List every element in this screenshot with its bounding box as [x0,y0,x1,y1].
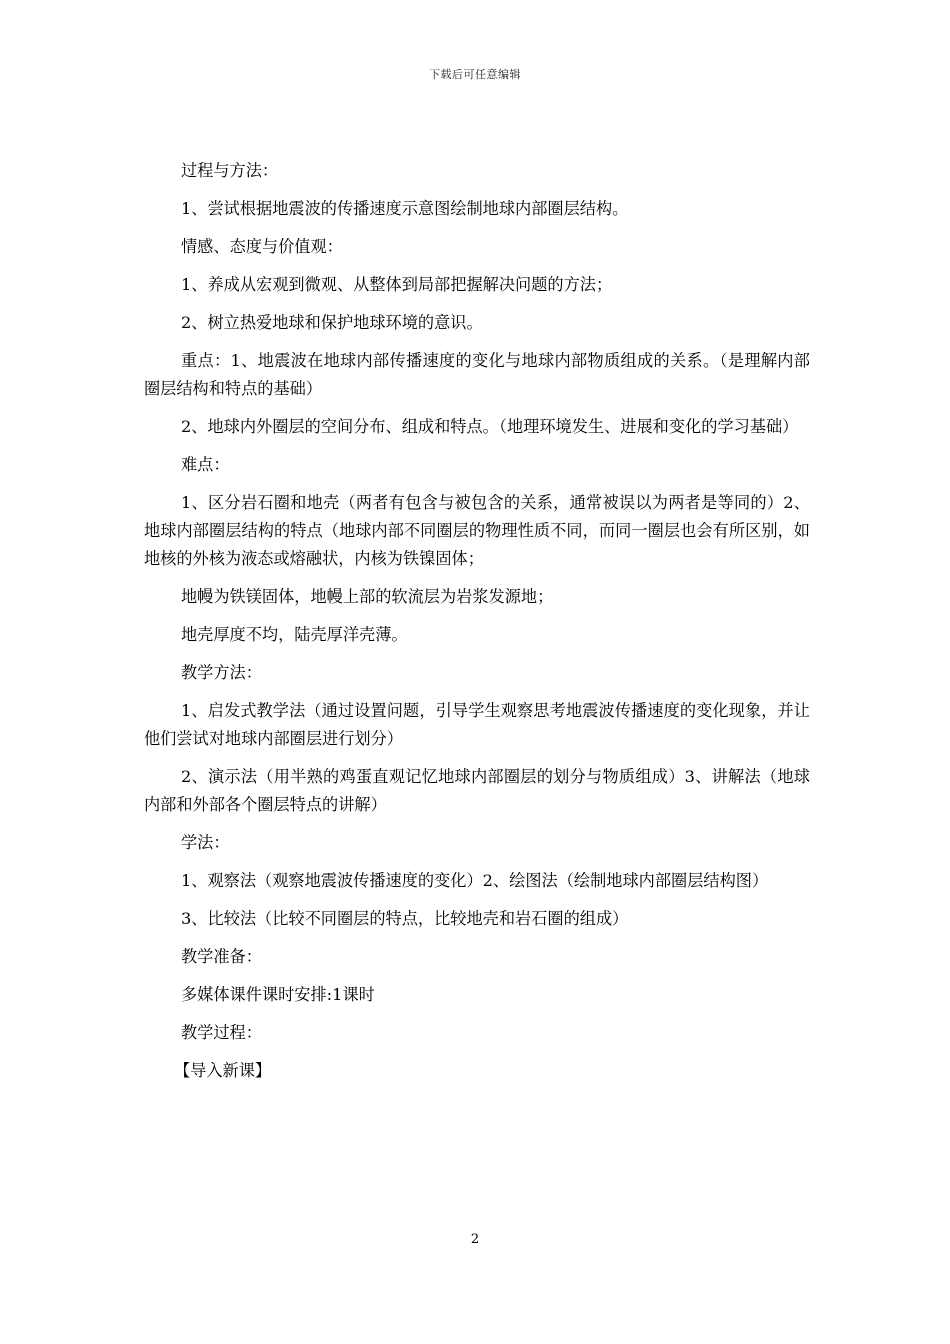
paragraph-process-heading: 教学过程： [181,1023,262,1042]
page-number: 2 [470,1232,480,1247]
paragraph-key-point-2: 2、地球内外圈层的空间分布、组成和特点。（地理环境发生、进展和变化的学习基础） [181,417,799,436]
paragraph-attitude-heading: 情感、态度与价值观： [181,237,343,256]
paragraph-learning-methods-heading: 学法： [181,833,230,852]
paragraph-mantle-note: 地幔为铁镁固体，地幔上部的软流层为岩浆发源地； [181,587,554,606]
paragraph-process-item-1: 1、尝试根据地震波的传播速度示意图绘制地球内部圈层结构。 [181,199,629,218]
paragraph-teaching-method-2-3: 2、演示法（用半熟的鸡蛋直观记忆地球内部圈层的划分与物质组成）3、讲解法（地球内部和外部各个圈层特点的讲解） [144,767,810,814]
paragraph-teaching-methods-heading: 教学方法： [181,663,262,682]
paragraph-difficulty-heading: 难点： [181,455,230,474]
paragraph-preparation-detail: 多媒体课件课时安排:1课时 [181,985,375,1004]
paragraph-key-point-1: 重点：1、地震波在地球内部传播速度的变化与地球内部物质组成的关系。（是理解内部圈层结构和特点的基础） [144,351,810,398]
paragraph-attitude-item-2: 2、树立热爱地球和保护地球环境的意识。 [181,313,483,332]
paragraph-attitude-item-1: 1、养成从宏观到微观、从整体到局部把握解决问题的方法； [181,275,613,294]
paragraph-process-methods-heading: 过程与方法： [181,161,279,180]
page-header-note: 下载后可任意编辑 [429,68,521,81]
paragraph-teaching-method-1: 1、启发式教学法（通过设置问题，引导学生观察思考地震波传播速度的变化现象，并让他们尝试对地球内部圈层进行划分） [144,701,810,748]
paragraph-difficulty-items: 1、区分岩石圈和地壳（两者有包含与被包含的关系，通常被误以为两者是等同的）2、地球内部圈层结构的特点（地球内部不同圈层的物理性质不同，而同一圈层也会有所区别，如地核的外核为液态或熔融状，内核为铁镍固体； [144,493,810,568]
paragraph-crust-note: 地壳厚度不均，陆壳厚洋壳薄。 [181,625,408,644]
paragraph-learning-method-3: 3、比较法（比较不同圈层的特点，比较地壳和岩石圈的组成） [181,909,629,928]
paragraph-new-lesson-intro: 【导入新课】 [174,1061,272,1080]
paragraph-learning-method-1-2: 1、观察法（观察地震波传播速度的变化）2、绘图法（绘制地球内部圈层结构图） [181,871,769,890]
document-body [144,157,810,1095]
paragraph-preparation-heading: 教学准备： [181,947,262,966]
